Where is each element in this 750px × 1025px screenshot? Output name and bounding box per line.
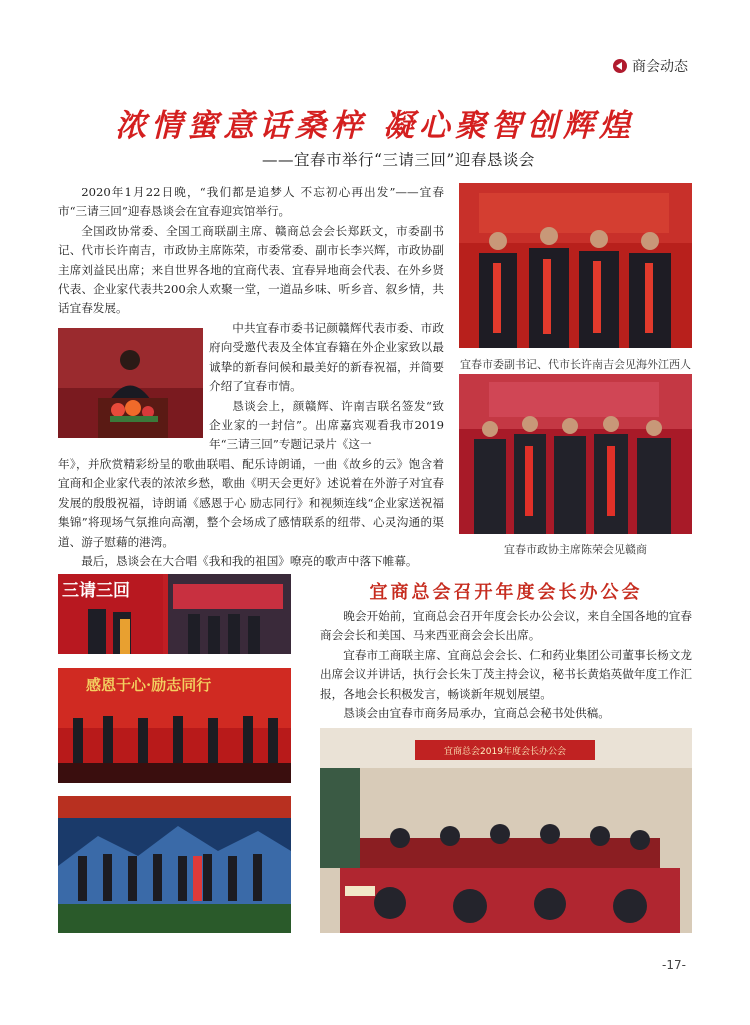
paragraph-block [209, 319, 444, 455]
paragraph: 年》，并欣赏精彩纷呈的歌曲联唱、配乐诗朗诵，一曲《故乡的云》饱含着宜商和企业家代表的浓浓乡愁，歌曲《明天会更好》述说着在外游子对宜春发展的殷殷祝福，诗朗诵《感恩于心 励志同行》和视频连线“企业家送祝福集锦”将现场气氛推向高潮，整个会场成了感情联系的纽带、心灵沟通的渠道、游子慰藉的港湾。 [58, 457, 444, 549]
stage-photo-2 [58, 668, 291, 783]
stage-photo-3 [58, 796, 291, 933]
paragraph: 恳谈会由宜春市商务局承办，宜商总会秘书处供稿。 [343, 706, 610, 721]
photo-caption: 宜春市委副书记、代市长许南吉会见海外江西人 [460, 358, 691, 371]
section-tag [613, 56, 688, 76]
article-title: 浓情蜜意话桑梓 凝心聚智创辉煌 [115, 108, 635, 144]
office-meeting-photo [320, 728, 692, 933]
paragraph: 宜春市工商联主席、宜商总会会长、仁和药业集团公司董事长杨文龙出席会议并讲话，执行会长朱丁茂主持会议，秘书长黄焰英做年度工作汇报，各地会长积极发言，畅谈新年规划展望。 [320, 647, 692, 701]
stage-banner-text: 感恩于心·励志同行 [86, 676, 212, 694]
paragraph: 全国政协常委、全国工商联副主席、赣商总会会长郑跃文，市委副书记、代市长许南吉，市政协主席陈荣，市委常委、副市长李兴辉，市政协副主席刘益民出席；来自世界各地的宜商代表、宜春异地商会代表、在外乡贤代表、企业家代表共200余人欢聚一堂，一道品乡味、听乡音、叙乡情，共话宜春发展。 [58, 223, 444, 316]
paragraph: 晚会开始前，宜商总会召开年度会长办公会议，来自全国各地的宜春商会会长和美国、马来西亚商会会长出席。 [320, 609, 692, 643]
paragraph-block [58, 455, 444, 571]
page-number: -17- [662, 958, 686, 972]
section-label: 商会动态 [632, 59, 688, 75]
section-heading: 宜商总会召开年度会长办公会 [369, 582, 643, 603]
paragraph: 恳谈会上，颜赣辉、许南吉联名签发“致企业家的一封信”。出席嘉宾观看我市2019年“三请三回”专题记录片《这一 [209, 398, 444, 452]
paragraph: 最后，恳谈会在大合唱《我和我的祖国》嘹亮的歌声中落下帷幕。 [81, 554, 418, 569]
meeting-photo-2 [459, 374, 692, 534]
paragraph: 2020年1月22日晚，“我们都是追梦人 不忘初心再出发”——宜春市“三请三回”迎春恳谈会在宜春迎宾馆举行。 [58, 185, 444, 219]
meeting-banner-text: 宜商总会2019年度会长办公会 [444, 747, 566, 757]
article-subtitle: ——宜春市举行“三请三回”迎春恳谈会 [262, 151, 535, 169]
stage-photo-1 [58, 574, 291, 654]
section2-text [320, 607, 692, 723]
stage-banner-text: 三请三回 [62, 581, 130, 601]
article-intro [58, 183, 444, 319]
arrow-left-icon [613, 59, 627, 73]
paragraph: 中共宜春市委书记颜赣辉代表市委、市政府向受邀代表及全体宜春籍在外企业家致以最诚挚的新春问候和最美好的新春祝福，并简要介绍了宜春市情。 [209, 321, 444, 394]
photo-caption: 宜春市政协主席陈荣会见赣商 [504, 543, 647, 556]
meeting-photo-1 [459, 183, 692, 348]
speaker-photo [58, 328, 203, 438]
